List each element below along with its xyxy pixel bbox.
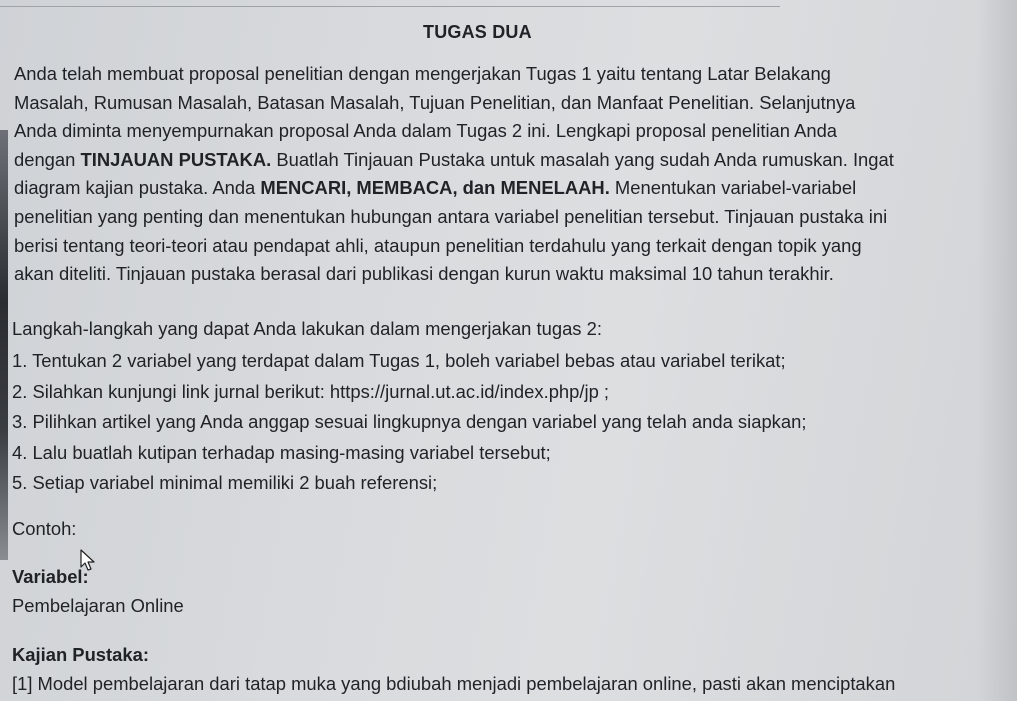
intro-line-4-c: Buatlah Tinjauan Pustaka untuk masalah yang sudah Anda rumuskan. Ingat <box>271 148 894 170</box>
step-item: 5. Setiap variabel minimal memiliki 2 buah referensi; <box>12 472 438 493</box>
intro-paragraph <box>14 60 1004 289</box>
intro-line-6: penelitian yang penting dan menentukan hubungan antara variabel penelitian tersebut. Tinjauan pustaka ini <box>14 205 888 227</box>
step-item: 1. Tentukan 2 variabel yang terdapat dalam Tugas 1, boleh variabel bebas atau variabel terikat; <box>12 350 786 371</box>
variable-value: Pembelajaran Online <box>12 595 184 616</box>
intro-line-2: Masalah, Rumusan Masalah, Batasan Masalah, Tujuan Penelitian, dan Manfaat Penelitian. Selanjutnya <box>14 91 856 113</box>
intro-line-5-c: Menentukan variabel-variabel <box>609 177 857 199</box>
document-title: TUGAS DUA <box>423 22 532 42</box>
steps-heading: Langkah-langkah yang dapat Anda lakukan dalam mengerjakan tugas 2: <box>12 318 602 339</box>
literature-review-label: Kajian Pustaka: <box>12 644 149 665</box>
intro-line-1: Anda telah membuat proposal penelitian dengan mengerjakan Tugas 1 yaitu tentang Latar Belakang <box>14 63 831 84</box>
intro-line-4 <box>14 146 1004 175</box>
example-label: Contoh: <box>12 518 77 539</box>
steps-list <box>12 346 806 499</box>
intro-line-3: Anda diminta menyempurnakan proposal Anda dalam Tugas 2 ini. Lengkapi proposal penelitian Anda <box>14 120 838 142</box>
variable-label: Variabel: <box>12 566 89 587</box>
intro-line-4-a: dengan <box>14 148 81 170</box>
mencari-emphasis: MENCARI, MEMBACA, dan MENELAAH. <box>260 177 610 199</box>
reference-item: [1] Model pembelajaran dari tatap muka yang bdiubah menjadi pembelajaran online, pasti akan menciptakan <box>12 673 896 694</box>
step-item: 2. Silahkan kunjungi link jurnal berikut: https://jurnal.ut.ac.id/index.php/jp ; <box>12 380 610 402</box>
step-item: 4. Lalu buatlah kutipan terhadap masing-masing variabel tersebut; <box>12 441 551 463</box>
tinjauan-pustaka-emphasis: TINJAUAN PUSTAKA. <box>80 148 272 170</box>
step-item: 3. Pilihkan artikel yang Anda anggap sesuai lingkupnya dengan variabel yang telah anda siapkan; <box>12 411 807 432</box>
intro-line-8: akan diteliti. Tinjauan pustaka berasal dari publikasi dengan kurun waktu maksimal 10 tahun terakhir. <box>14 263 834 285</box>
intro-line-5-a: diagram kajian pustaka. Anda <box>14 177 261 199</box>
intro-line-5 <box>14 174 1004 203</box>
intro-line-7: berisi tentang teori-teori atau pendapat ahli, ataupun penelitian terdahulu yang terkait dengan topik yang <box>14 234 862 256</box>
